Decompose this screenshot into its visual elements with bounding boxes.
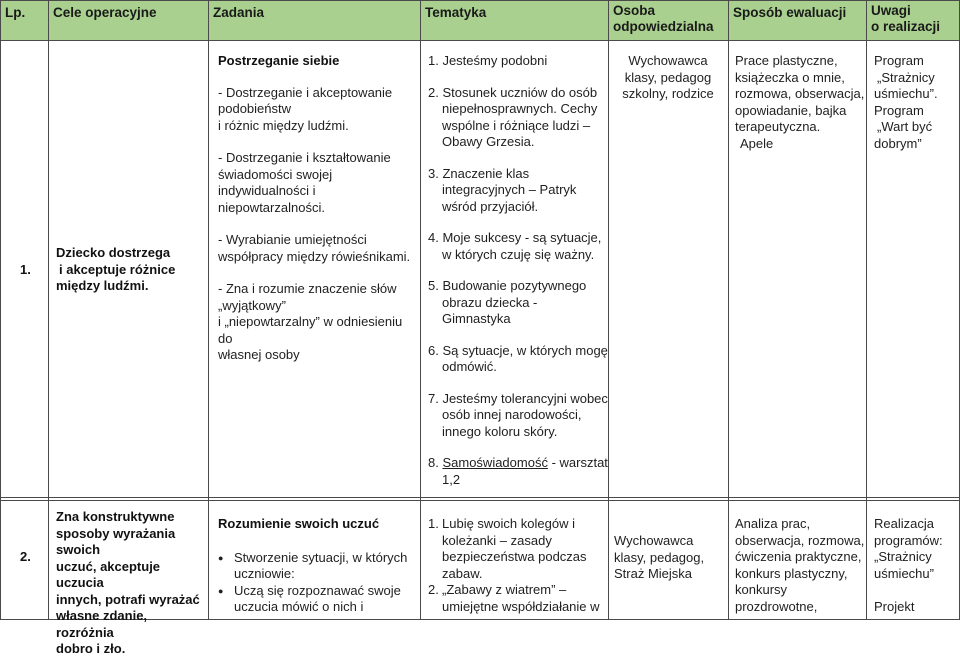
text-line: klasy, pedagog	[624, 69, 712, 85]
grid-line	[0, 497, 960, 498]
row1-osoba	[608, 53, 728, 103]
text-line: - Zna i rozumie znaczenie słów	[218, 281, 397, 296]
row1-lp: 1.	[20, 262, 31, 277]
text-line: ● Stworzenie sytuacji, w których	[234, 549, 408, 565]
row1-temat-8	[428, 455, 608, 488]
grid-line	[0, 40, 960, 41]
row1-uwagi	[874, 53, 958, 152]
text-line: obrazu dziecka - Gimnastyka	[442, 294, 538, 326]
row2-osoba	[614, 533, 726, 583]
text-line: osób innej narodowości,	[442, 407, 582, 422]
row1-cel-line: i akceptuje różnice	[59, 261, 176, 277]
row1-zadanie-1	[218, 85, 418, 135]
row1-temat-5	[428, 278, 608, 328]
blank-line	[874, 582, 958, 599]
table-header	[0, 0, 960, 40]
text-line: 5. Budowanie pozytywnego	[428, 278, 587, 293]
text-line: uśmiechu”.	[874, 86, 938, 101]
text-line: Program	[874, 102, 924, 118]
row2-temat-1	[428, 516, 608, 582]
text-line: „Strażnicy	[874, 549, 932, 564]
header-uwagi-line2: o realizacji	[871, 19, 941, 34]
text-line: „wyjątkowy”	[218, 297, 286, 313]
text-line: klasy, pedagog,	[614, 549, 705, 565]
text-line: i „niepowtarzalny” w odniesieniu do	[218, 314, 403, 346]
text-line: wspólne i różniące ludzi –	[442, 117, 591, 133]
text-line: 2. Stosunek uczniów do osób	[428, 84, 598, 100]
text-line: Wychowawca	[614, 533, 694, 548]
text-line: wśród przyjaciół.	[442, 198, 539, 214]
text-line	[428, 455, 608, 472]
text-line: programów:	[874, 532, 943, 548]
row1-temat-1	[428, 53, 608, 70]
header-sposob: Sposób ewaluacji	[733, 5, 847, 20]
text-line: innego koloru skóry.	[442, 423, 558, 439]
grid-line	[208, 0, 209, 620]
header-uwagi-line1: Uwagi	[871, 3, 911, 18]
row1-temat-6	[428, 343, 608, 376]
text-line: 1,2	[442, 471, 461, 487]
row2-zadania	[218, 516, 418, 616]
text-line: 4. Moje sukcesy - są sytuacje,	[428, 230, 602, 245]
text-line: „Wart być	[877, 119, 933, 134]
temat-8-rest: - warsztat	[547, 455, 608, 470]
text-line: szkolny, rodzice	[622, 86, 714, 101]
text-line: sposoby wyrażania swoich	[56, 525, 176, 557]
text-line: zabaw.	[442, 565, 483, 581]
list-number: 1.	[428, 516, 439, 531]
text-line: uśmiechu”	[874, 565, 934, 581]
text-line: prozdrowotne,	[735, 598, 818, 614]
text-line: odmówić.	[442, 359, 497, 374]
text-line: współpracy między rówieśnikami.	[218, 248, 411, 264]
text-line: uczniowie:	[234, 566, 295, 581]
header-lp: Lp.	[5, 5, 26, 20]
header-uwagi	[866, 0, 960, 40]
text-line: „Strażnicy	[877, 69, 935, 85]
text-line: 1. Jesteśmy podobni	[428, 53, 548, 68]
text-line: - Dostrzeganie i akceptowanie	[218, 84, 393, 100]
text-line: Realizacja	[874, 516, 934, 531]
grid-line	[728, 0, 729, 620]
grid-line	[48, 0, 49, 620]
row1-temat-4	[428, 230, 608, 263]
row1-zadanie-4	[218, 281, 418, 364]
text-line: ćwiczenia praktyczne,	[735, 549, 862, 564]
row1-cel	[56, 245, 206, 295]
text-line: obserwacja, rozmowa,	[735, 532, 865, 548]
row1-temat-2	[428, 85, 608, 151]
header-osoba	[608, 0, 728, 40]
text-line: integracyjnych – Patryk	[442, 182, 577, 197]
text-line: Analiza prac,	[735, 516, 811, 531]
text-line: Wychowawca	[628, 53, 708, 68]
text-line: Program	[874, 53, 924, 68]
row2-uwagi	[874, 516, 958, 615]
grid-line	[0, 0, 960, 1]
text-line: terapeutyczna.	[735, 119, 821, 134]
temat-8-underlined: Samoświadomość	[442, 455, 548, 470]
grid-line	[866, 0, 867, 620]
text-line: Projekt	[874, 598, 915, 614]
row2-zadania-title: Rozumienie swoich uczuć	[218, 516, 380, 531]
text-line: dobro i zło.	[56, 641, 126, 656]
list-item	[218, 583, 418, 616]
grid-line	[0, 0, 1, 620]
text-line: konkursy	[735, 582, 788, 597]
text-line: w których czuję się ważny.	[442, 246, 595, 262]
row2-tematyka	[428, 516, 608, 615]
text-line: książeczka o mnie,	[735, 69, 845, 85]
text-line: świadomości swojej	[218, 166, 333, 182]
text-line: koleżanki – zasady	[442, 532, 552, 548]
text-line: 6. Są sytuacje, w których mogę	[428, 342, 608, 358]
header-tematyka: Tematyka	[425, 5, 487, 20]
row2-sposob	[735, 516, 865, 615]
text-line: Apele	[740, 135, 774, 151]
text-line: i różnic między ludźmi.	[218, 117, 349, 133]
text-line: umiejętne współdziałanie w	[442, 598, 600, 614]
text-line: innych, potrafi wyrażać	[56, 591, 200, 607]
grid-line	[420, 0, 421, 620]
text-line: konkurs plastyczny,	[735, 565, 848, 581]
row1-tematyka	[428, 53, 608, 488]
text-line: Obawy Grzesia.	[442, 134, 535, 149]
row1-zadania-title: Postrzeganie siebie	[218, 53, 340, 68]
text-line: 3. Znaczenie klas	[428, 165, 530, 181]
text-line: własne zdanie, rozróżnia	[56, 608, 148, 640]
list-item	[218, 550, 418, 583]
row1-cel-line: między ludźmi.	[56, 278, 149, 293]
text-line: opowiadanie, bajka	[735, 102, 847, 118]
temat-8-number: 8.	[428, 455, 439, 470]
header-zadania: Zadania	[213, 5, 265, 20]
text-line: - Wyrabianie umiejętności	[218, 232, 367, 247]
row2-lp: 2.	[20, 549, 31, 564]
text-line: Prace plastyczne,	[735, 53, 838, 68]
text-line: Straż Miejska	[614, 566, 693, 581]
text-line: dobrym”	[874, 135, 922, 151]
header-cele: Cele operacyjne	[53, 5, 157, 20]
row1-temat-7	[428, 391, 608, 441]
text-line: podobieństw	[218, 101, 291, 116]
row2-temat-2	[428, 582, 608, 615]
row1-zadania	[218, 53, 418, 364]
text-line: bezpieczeństwa podczas	[442, 549, 587, 564]
header-osoba-line1: Osoba	[613, 3, 656, 18]
text-line: niepowtarzalności.	[218, 199, 325, 215]
text-line: Lubię swoich kolegów i	[442, 516, 575, 531]
text-line: - Dostrzeganie i kształtowanie	[218, 150, 391, 165]
text-line: indywidualności i	[218, 183, 316, 198]
list-number: 2.	[428, 582, 439, 597]
text-line: własnej osoby	[218, 347, 300, 362]
text-line: uczucia mówić o nich i	[234, 599, 364, 614]
text-line: Zna konstruktywne	[56, 509, 175, 524]
text-line: ● Uczą się rozpoznawać swoje	[234, 582, 401, 598]
row2-zadania-list	[218, 550, 418, 616]
row1-sposob	[735, 53, 865, 152]
row1-cel-line: Dziecko dostrzega	[56, 245, 171, 260]
text-line: uczuć, akceptuje uczucia	[56, 558, 161, 590]
text-line: niepełnosprawnych. Cechy	[442, 101, 598, 116]
text-line: rozmowa, obserwacja,	[735, 86, 865, 101]
row1-zadanie-3	[218, 232, 418, 265]
text-line: „Zabawy z wiatrem” –	[442, 582, 567, 597]
header-osoba-line2: odpowiedzialna	[613, 19, 714, 34]
row1-temat-3	[428, 166, 608, 216]
row1-zadanie-2	[218, 150, 418, 216]
row2-cel	[56, 509, 208, 658]
grid-line	[0, 500, 960, 501]
text-line: 7. Jesteśmy tolerancyjni wobec	[428, 390, 608, 406]
